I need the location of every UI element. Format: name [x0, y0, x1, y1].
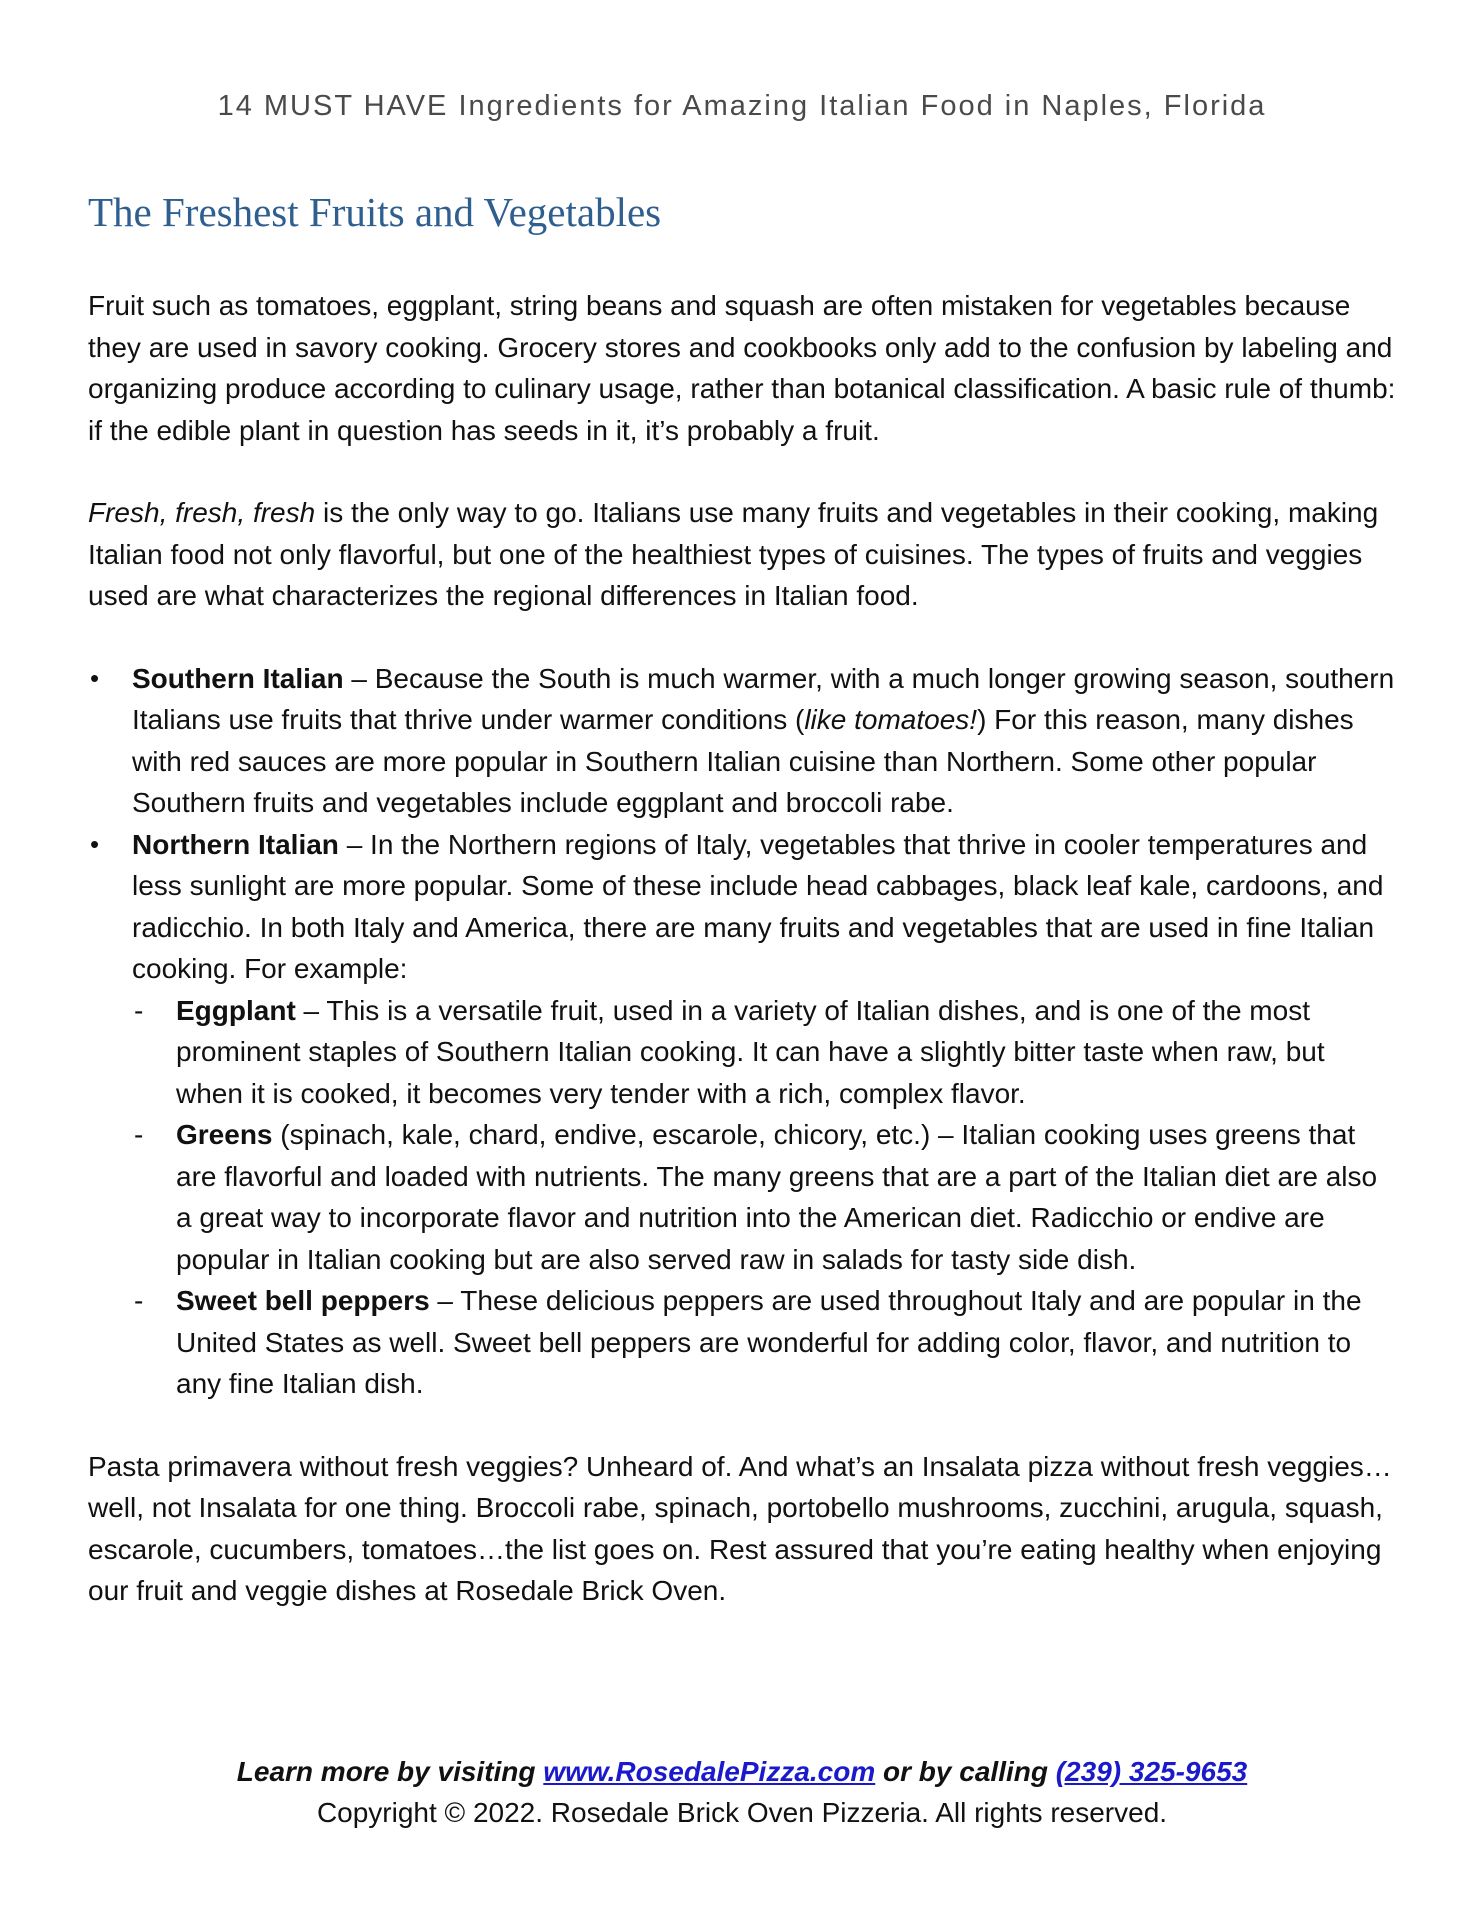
- italic-lead: Fresh, fresh, fresh: [88, 497, 316, 528]
- southern-text-2: ) For this reason, many dishes with red sauces are more popular in Southern Italian cuisine than Northern. Some other popular Southern fruits and vegetables include eggplant and broccoli rabe.: [132, 704, 1354, 818]
- example-list: [132, 990, 1398, 1405]
- paragraph-fresh: [88, 492, 1398, 617]
- paragraph-intro: Fruit such as tomatoes, eggplant, string beans and squash are often mistaken for vegetables because they are used in savory cooking. Grocery stores and cookbooks only add to the confusion by labeling and organizing produce according to culinary usage, rather than botanical classification. A basic rule of thumb: if the edible plant in question has seeds in it, it’s probably a fruit.: [88, 290, 1396, 446]
- website-link[interactable]: www.RosedalePizza.com: [543, 1756, 876, 1787]
- southern-italic: like tomatoes!: [804, 704, 978, 735]
- dash-marker: -: [134, 1119, 144, 1150]
- regional-list: [88, 658, 1398, 1405]
- list-item-peppers: [132, 1280, 1398, 1405]
- southern-text-1: – Because the South is much warmer, with a much longer growing season, southern Italians use fruits that thrive under warmer conditions (: [132, 662, 1395, 735]
- bullet-marker: •: [90, 828, 100, 859]
- eggplant-label: Eggplant: [176, 994, 296, 1026]
- peppers-text: – These delicious peppers are used throughout Italy and are popular in the United States as well. Sweet bell peppers are wonderful for adding color, flavor, and nutrition to any fine Italian dish.: [176, 1285, 1362, 1399]
- northern-text: – In the Northern regions of Italy, vegetables that thrive in cooler temperatures and less sunlight are more popular. Some of these include head cabbages, black leaf kale, cardoons, and radicchio. In both Italy and America, there are many fruits and vegetables that are used in fine Italian cooking. For example:: [132, 828, 1384, 984]
- cta-middle: or by calling: [875, 1756, 1056, 1787]
- southern-label: Southern Italian: [132, 662, 344, 694]
- list-item-eggplant: [132, 990, 1398, 1115]
- paragraph-closing: Pasta primavera without fresh veggies? Unheard of. And what’s an Insalata pizza without fresh veggies…well, not Insalata for one thing. Broccoli rabe, spinach, portobello mushrooms, zucchini, arugula, squash, escarole, cucumbers, tomatoes…the list goes on. Rest assured that you’re eating healthy when enjoying our fruit and veggie dishes at Rosedale Brick Oven.: [88, 1450, 1392, 1606]
- copyright-notice: Copyright © 2022. Rosedale Brick Oven Pizzeria. All rights reserved.: [316, 1797, 1168, 1828]
- northern-label: Northern Italian: [132, 828, 339, 860]
- bullet-marker: •: [90, 662, 100, 693]
- paragraph-fresh-text: is the only way to go. Italians use many fruits and vegetables in their cooking, making Italian food not only flavorful, but one of the healthiest types of cuisines. The types of fruits and veggies used are what characterizes the regional differences in Italian food.: [88, 497, 1379, 611]
- phone-link[interactable]: (239) 325-9653: [1055, 1756, 1248, 1787]
- dash-marker: -: [134, 994, 144, 1026]
- dash-marker: -: [134, 1285, 144, 1316]
- eggplant-text: – This is a versatile fruit, used in a variety of Italian dishes, and is one of the most prominent staples of Southern Italian cooking. It can have a slightly bitter taste when raw, but when it is cooked, it becomes very tender with a rich, complex flavor.: [176, 994, 1325, 1109]
- section-title: The Freshest Fruits and Vegetables: [88, 189, 662, 235]
- greens-label: Greens: [176, 1119, 273, 1150]
- greens-text: (spinach, kale, chard, endive, escarole, chicory, etc.) – Italian cooking uses greens that are flavorful and loaded with nutrients. The many greens that are a part of the Italian diet are also a great way to incorporate flavor and nutrition into the American diet. Radicchio or endive are popular in Italian cooking but are also served raw in salads for tasty side dish.: [176, 1119, 1378, 1275]
- call-to-action: [0, 1756, 1484, 1788]
- peppers-label: Sweet bell peppers: [176, 1285, 430, 1316]
- body-text: [88, 285, 1398, 1612]
- running-header: 14 MUST HAVE Ingredients for Amazing Italian Food in Naples, Florida: [217, 90, 1267, 122]
- cta-prefix: Learn more by visiting: [236, 1756, 544, 1787]
- list-item-southern: [88, 658, 1398, 824]
- list-item-northern: [88, 824, 1398, 1405]
- list-item-greens: [132, 1114, 1398, 1280]
